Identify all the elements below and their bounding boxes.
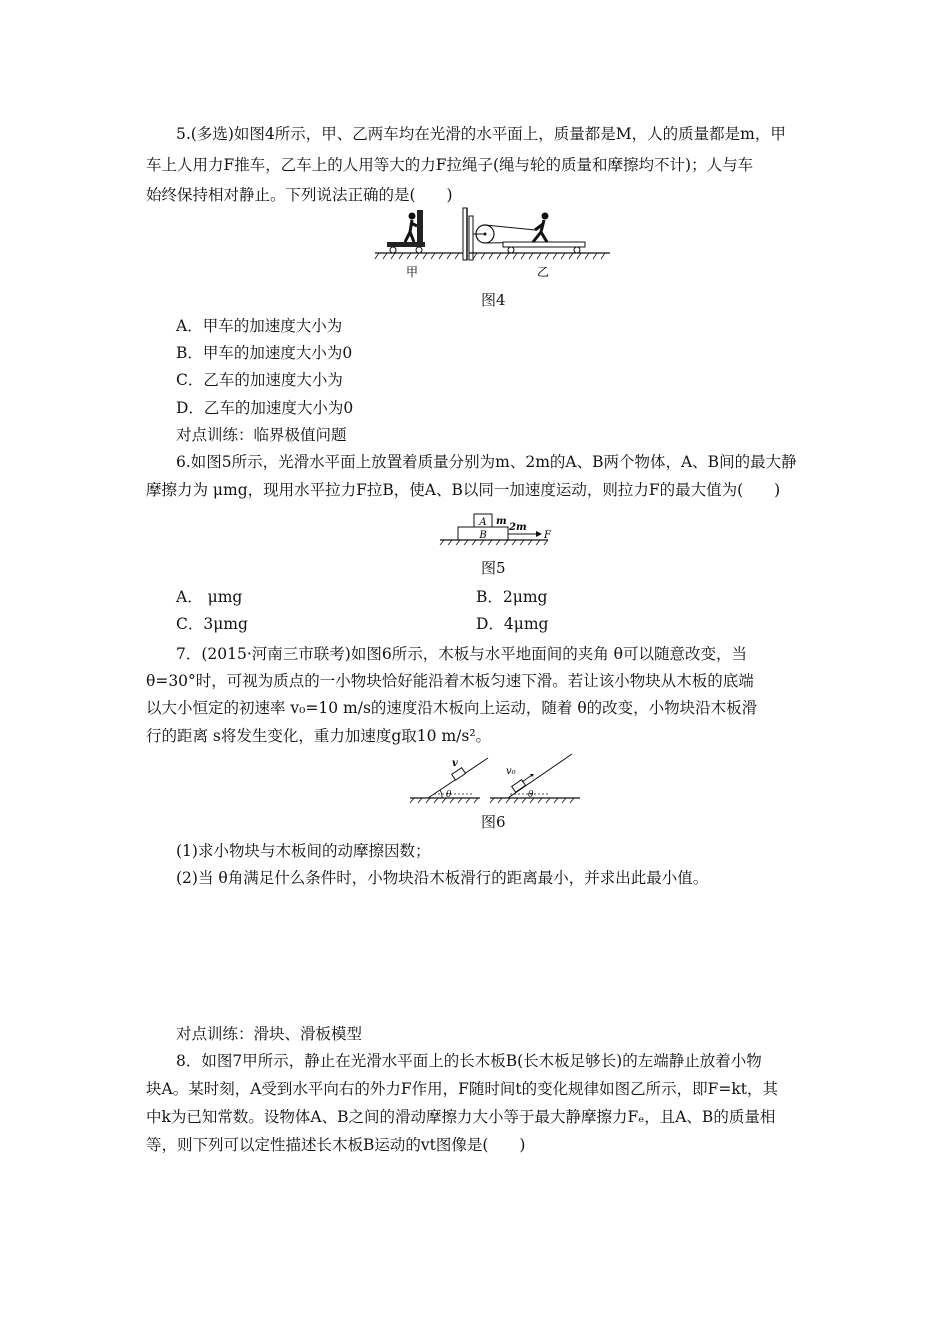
figure-4-caption: 图4 <box>481 291 506 309</box>
figure-5-label-b: B <box>479 530 487 541</box>
q6-option-a: A． μmg <box>176 588 243 606</box>
figure-4-label-yi: 乙 <box>536 265 550 279</box>
q7-subquestion-2: (2)当 θ角满足什么条件时，小物块沿木板滑行的距离最小，并求出此最小值。 <box>176 869 709 887</box>
figure-5-caption: 图5 <box>481 559 506 577</box>
q5-text-line2: 车上人用力F推车，乙车上的人用等大的力F拉绳子(绳与轮的质量和摩擦均不计)；人与车 <box>146 156 754 174</box>
figure-6-caption: 图6 <box>481 813 506 831</box>
q6-text-line1: 6.如图5所示，光滑水平面上放置着质量分别为m、2m的A、B两个物体，A、B间的最大静 <box>176 453 797 471</box>
figure-4-label-jia: 甲 <box>405 265 419 279</box>
q6-option-d: D．4μmg <box>476 615 549 633</box>
q7-text-line4: 行的距离 s将发生变化，重力加速度g取10 m/s²。 <box>146 727 492 745</box>
q5-option-c: C．乙车的加速度大小为 <box>176 371 343 389</box>
q5-option-d: D．乙车的加速度大小为0 <box>176 399 354 417</box>
q6-option-c: C．3μmg <box>176 615 248 633</box>
figure-6-label-v0: v₀ <box>506 766 516 777</box>
figure-5-label-a: A <box>479 517 487 528</box>
q7-text-line1: 7．(2015·河南三市联考)如图6所示，木板与水平地面间的夹角 θ可以随意改变，当 <box>176 645 747 663</box>
q8-text-line1: 8．如图7甲所示，静止在光滑水平面上的长木板B(长木板足够长)的左端静止放着小物 <box>176 1052 762 1070</box>
q8-text-line2: 块A。某时刻，A受到水平向右的外力F作用，F随时间t的变化规律如图乙所示，即F=kt，其 <box>146 1080 778 1098</box>
figure-5-label-m: m <box>496 516 507 527</box>
figure-6-label-v: v <box>452 758 458 769</box>
section-heading-slider: 对点训练：滑块、滑板模型 <box>176 1025 363 1043</box>
figure-5 <box>436 508 551 550</box>
q5-text-line1: 5.(多选)如图4所示，甲、乙两车均在光滑的水平面上，质量都是M，人的质量都是m，甲 <box>176 125 786 143</box>
q6-option-b: B．2μmg <box>476 588 548 606</box>
figure-6-theta-right: θ <box>528 790 534 800</box>
figure-5-label-f: F <box>544 530 551 541</box>
q7-subquestion-1: (1)求小物块与木板间的动摩擦因数； <box>176 842 431 860</box>
figure-6-theta-left: θ <box>446 790 452 800</box>
figure-5-label-2m: 2m <box>509 522 527 533</box>
q7-text-line3: 以大小恒定的初速率 v₀=10 m/s的速度沿木板向上运动，随着 θ的改变，小物块沿木板滑 <box>146 699 758 717</box>
q5-text-line3: 始终保持相对静止。下列说法正确的是( ) <box>146 186 453 204</box>
section-heading-critical: 对点训练：临界极值问题 <box>176 426 347 444</box>
q8-text-line4: 等，则下列可以定性描述长木板B运动的vt图像是( ) <box>146 1136 526 1154</box>
q5-option-a: A．甲车的加速度大小为 <box>176 317 343 335</box>
q7-text-line2: θ=30°时，可视为质点的一小物块恰好能沿着木板匀速下滑。若让该小物块从木板的底端 <box>146 672 754 690</box>
figure-4 <box>375 208 610 283</box>
q6-text-line2: 摩擦力为 μmg，现用水平拉力F拉B，使A、B以同一加速度运动，则拉力F的最大值为( ) <box>146 481 781 499</box>
q5-option-b: B．甲车的加速度大小为0 <box>176 344 353 362</box>
figure-6 <box>410 752 580 807</box>
q8-text-line3: 中k为已知常数。设物体A、B之间的滑动摩擦力大小等于最大静摩擦力Fₑ，且A、B的质量相 <box>146 1108 776 1126</box>
